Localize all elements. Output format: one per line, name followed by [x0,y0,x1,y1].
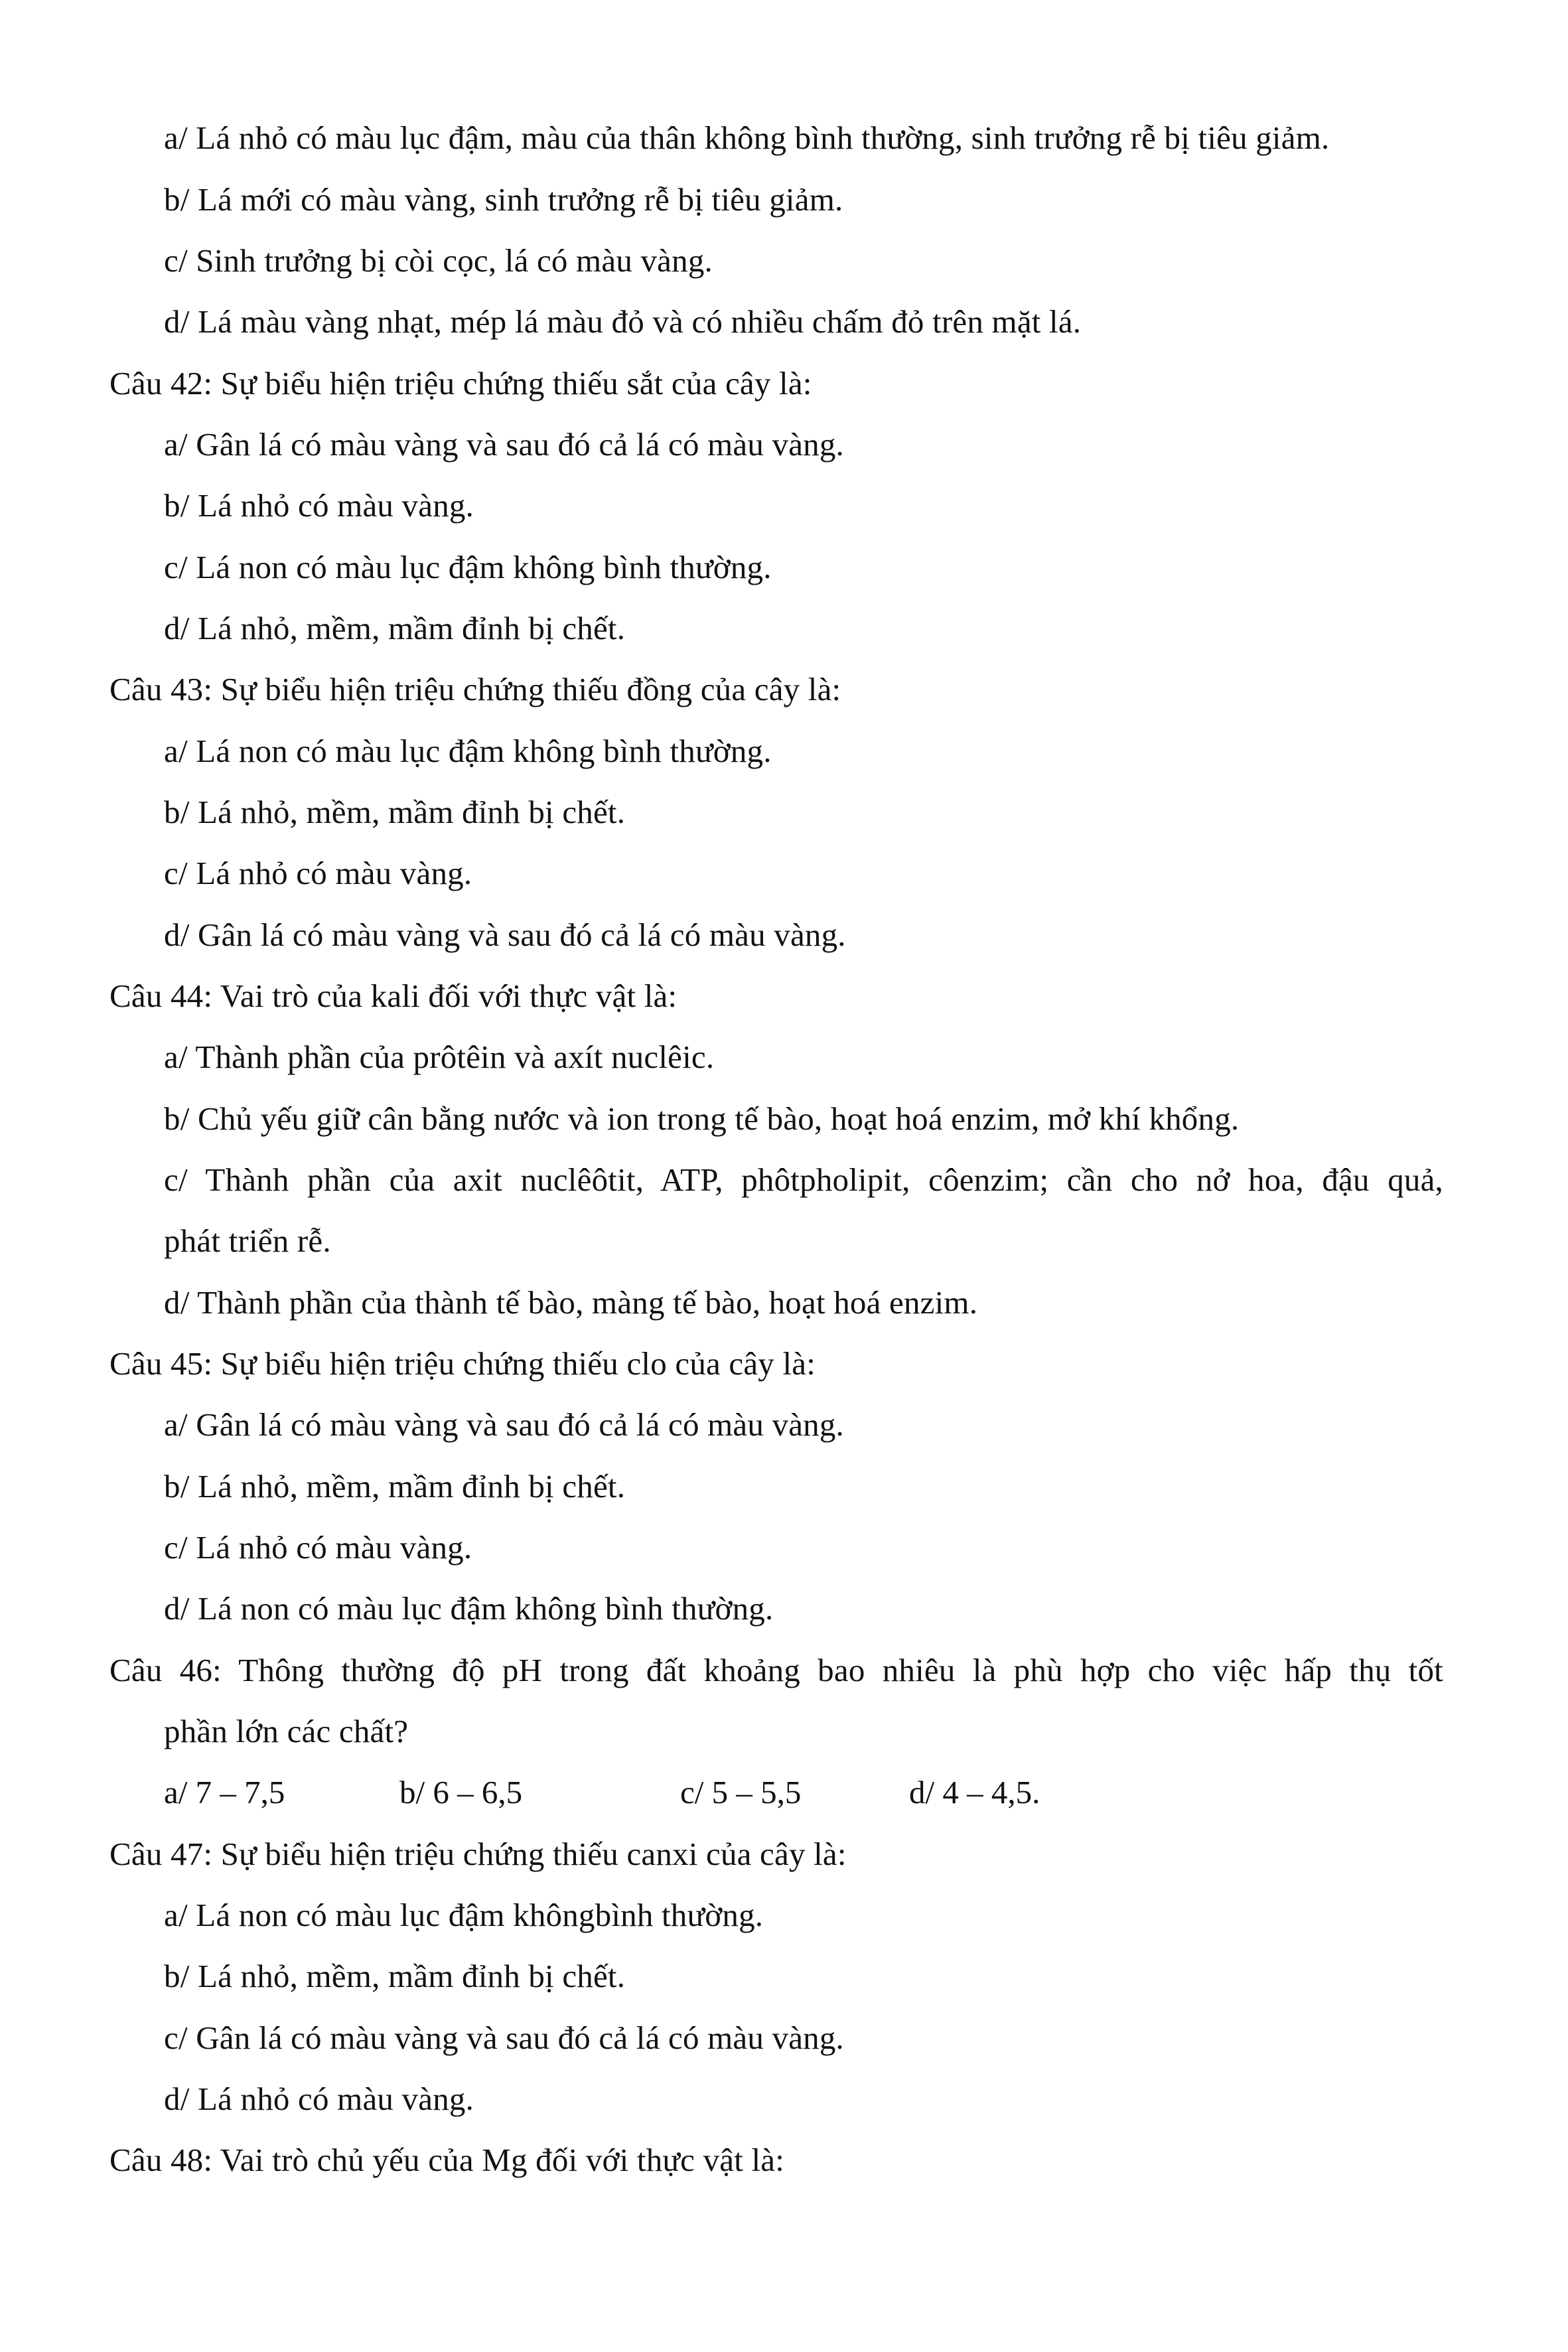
question-42: Câu 42: Sự biểu hiện triệu chứng thiếu sắt của cây là: [109,365,812,402]
question-48: Câu 48: Vai trò chủ yếu của Mg đối với thực vật là: [109,2142,785,2178]
q46-option-d: d/ 4 – 4,5. [909,1774,1040,1810]
q45-option-b: b/ Lá nhỏ, mềm, mầm đỉnh bị chết. [164,1468,626,1505]
q46-option-b: b/ 6 – 6,5 [399,1774,523,1810]
q46-option-c: c/ 5 – 5,5 [680,1774,802,1810]
q46-option-a: a/ 7 – 7,5 [164,1774,285,1810]
q44-option-d: d/ Thành phần của thành tế bào, màng tế bào, hoạt hoá enzim. [164,1284,978,1321]
q44-option-c-continued: phát triển rễ. [164,1222,331,1259]
question-46-continued: phần lớn các chất? [164,1713,409,1749]
q43-option-c: c/ Lá nhỏ có màu vàng. [164,855,472,891]
q45-option-d: d/ Lá non có màu lục đậm không bình thường. [164,1590,774,1627]
q41-option-a: a/ Lá nhỏ có màu lục đậm, màu của thân không bình thường, sinh trưởng rễ bị tiêu giảm. [164,119,1330,156]
q47-option-c: c/ Gân lá có màu vàng và sau đó cả lá có màu vàng. [164,2020,845,2056]
q43-option-a: a/ Lá non có màu lục đậm không bình thường. [164,733,772,769]
question-46: Câu 46: Thông thường độ pH trong đất khoảng bao nhiêu là phù hợp cho việc hấp thụ tốt [109,1652,1443,1688]
q42-option-a: a/ Gân lá có màu vàng và sau đó cả lá có màu vàng. [164,426,845,463]
question-43: Câu 43: Sự biểu hiện triệu chứng thiếu đồng của cây là: [109,671,841,707]
q44-option-a: a/ Thành phần của prôtêin và axít nuclêic. [164,1039,715,1075]
q43-option-d: d/ Gân lá có màu vàng và sau đó cả lá có màu vàng. [164,917,846,953]
q47-option-d: d/ Lá nhỏ có màu vàng. [164,2081,474,2117]
q47-option-b: b/ Lá nhỏ, mềm, mầm đỉnh bị chết. [164,1958,626,1994]
question-47: Câu 47: Sự biểu hiện triệu chứng thiếu canxi của cây là: [109,1836,847,1872]
q43-option-b: b/ Lá nhỏ, mềm, mầm đỉnh bị chết. [164,794,626,830]
q42-option-d: d/ Lá nhỏ, mềm, mầm đỉnh bị chết. [164,610,626,646]
q45-option-c: c/ Lá nhỏ có màu vàng. [164,1529,472,1566]
q42-option-b: b/ Lá nhỏ có màu vàng. [164,487,474,524]
q44-option-b: b/ Chủ yếu giữ cân bằng nước và ion trong tế bào, hoạt hoá enzim, mở khí khổng. [164,1100,1240,1137]
question-44: Câu 44: Vai trò của kali đối với thực vật là: [109,978,677,1014]
q45-option-a: a/ Gân lá có màu vàng và sau đó cả lá có màu vàng. [164,1406,845,1443]
q42-option-c: c/ Lá non có màu lục đậm không bình thường. [164,549,772,585]
q44-option-c: c/ Thành phần của axit nuclêôtit, ATP, phôtpholipit, côenzim; cần cho nở hoa, đậu quả, [164,1161,1443,1198]
question-45: Câu 45: Sự biểu hiện triệu chứng thiếu clo của cây là: [109,1345,816,1382]
q41-option-c: c/ Sinh trưởng bị còi cọc, lá có màu vàng. [164,242,713,279]
q41-option-d: d/ Lá màu vàng nhạt, mép lá màu đỏ và có nhiều chấm đỏ trên mặt lá. [164,303,1082,340]
q41-option-b: b/ Lá mới có màu vàng, sinh trưởng rễ bị tiêu giảm. [164,181,843,218]
q47-option-a: a/ Lá non có màu lục đậm khôngbình thường. [164,1897,764,1933]
